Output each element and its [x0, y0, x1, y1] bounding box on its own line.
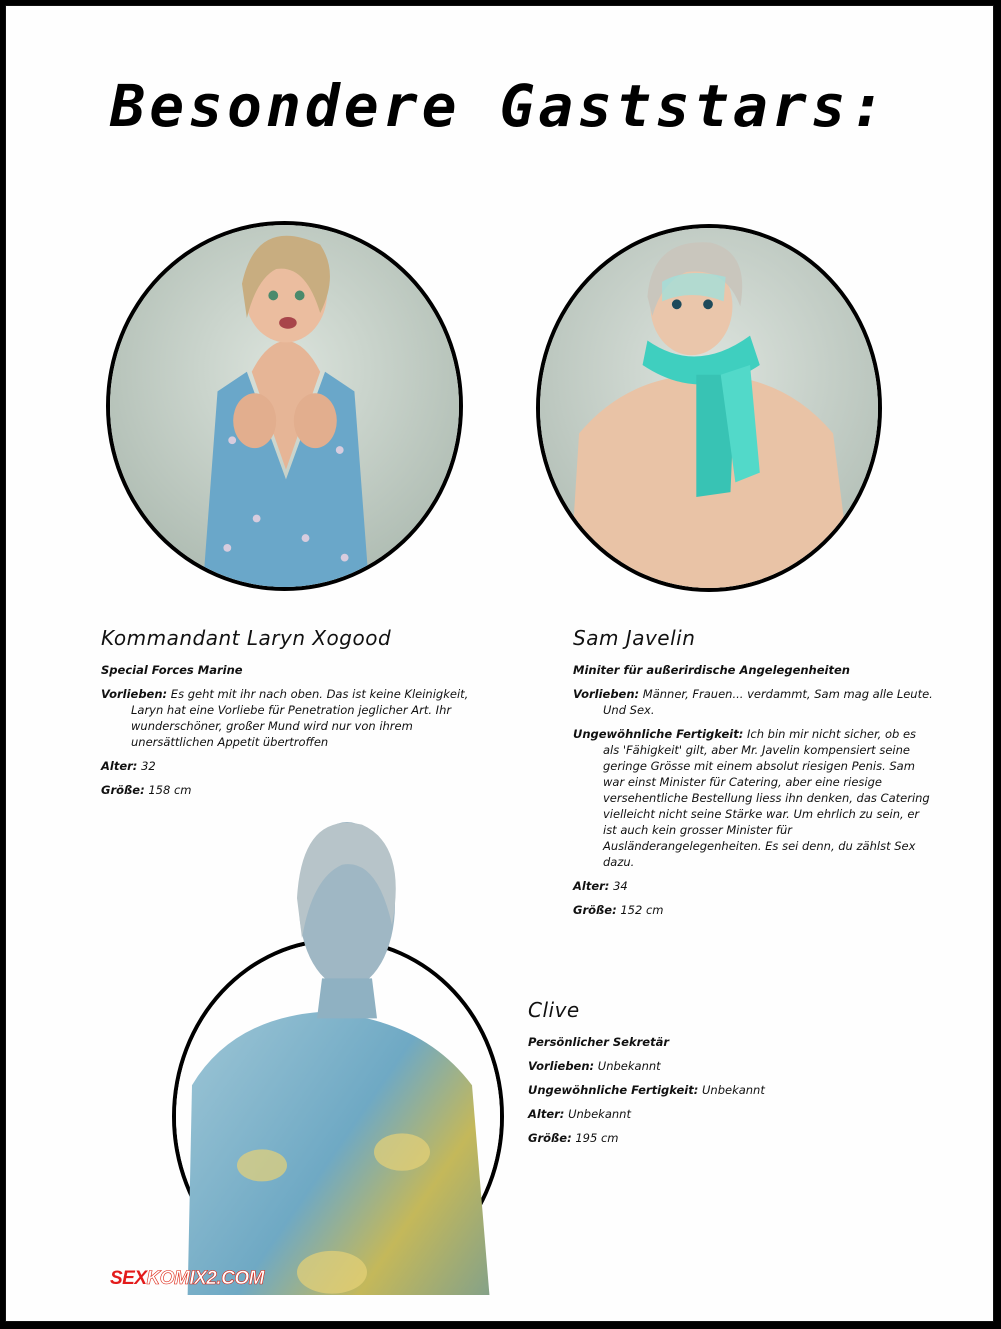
age-label: Alter:: [528, 1107, 565, 1121]
height-value: 195 cm: [575, 1131, 619, 1145]
likes-label: Vorlieben:: [101, 687, 168, 701]
age-value: 34: [613, 879, 628, 893]
skill-label: Ungewöhnliche Fertigkeit:: [573, 727, 744, 741]
page: [5, 5, 994, 1322]
watermark-logo: [110, 1268, 264, 1290]
likes-value: Männer, Frauen... verdammt, Sam mag alle Leute. Und Sex.: [603, 687, 933, 717]
character-role: Persönlicher Sekretär: [528, 1035, 670, 1049]
skill-value: Ich bin mir nicht sicher, ob es als 'Fähigkeit' gilt, aber Mr. Javelin kompensiert seine geringe Grösse mit einem absolut riesigen Penis. Sam war einst Minister für Catering, aber eine riesige versehentliche Bestellung liess ihn denken, das Catering vielleicht nicht seine Stärke war. Um ehrlich zu sein, er ist auch kein grosser Minister für Ausländerangelegenheiten. Es sei denn, du zählst Sex dazu.: [603, 727, 930, 869]
height-row: [528, 1130, 868, 1146]
likes-value: Es geht mit ihr nach oben. Das ist keine Kleinigkeit, Laryn hat eine Vorliebe für Penetration jeglicher Art. Ihr wunderschöner, großer Mund wird nur von ihrem unersättlichen Appetit übertroffen: [131, 687, 469, 749]
skill-row: [528, 1082, 868, 1098]
age-row: [528, 1106, 868, 1122]
likes-label: Vorlieben:: [528, 1059, 595, 1073]
height-value: 152 cm: [620, 903, 664, 917]
bio-sam: [573, 626, 935, 926]
page-title: Besondere Gaststars:: [110, 72, 889, 140]
character-name: Clive: [528, 998, 580, 1022]
portrait-laryn: [106, 221, 463, 591]
height-label: Größe:: [573, 903, 617, 917]
age-label: Alter:: [573, 879, 610, 893]
portrait-clive: [172, 938, 504, 1295]
likes-row: [101, 686, 491, 750]
likes-value: Unbekannt: [597, 1059, 661, 1073]
skill-value: Unbekannt: [701, 1083, 765, 1097]
height-row: [573, 902, 935, 918]
character-name: Kommandant Laryn Xogood: [101, 626, 392, 650]
skill-label: Ungewöhnliche Fertigkeit:: [528, 1083, 699, 1097]
portrait-sam: [536, 224, 882, 592]
bio-clive: [528, 998, 868, 1154]
likes-label: Vorlieben:: [573, 687, 640, 701]
skill-row: [573, 726, 935, 870]
height-row: [101, 782, 491, 798]
age-row: [101, 758, 491, 774]
age-row: [573, 878, 935, 894]
likes-row: [573, 686, 935, 718]
age-value: 32: [141, 759, 156, 773]
bio-laryn: [101, 626, 491, 806]
height-label: Größe:: [101, 783, 145, 797]
character-role: Miniter für außerirdische Angelegenheiten: [573, 663, 850, 677]
likes-row: [528, 1058, 868, 1074]
watermark-part1: SEX: [110, 1268, 147, 1289]
height-value: 158 cm: [148, 783, 192, 797]
age-value: Unbekannt: [568, 1107, 631, 1121]
height-label: Größe:: [528, 1131, 572, 1145]
age-label: Alter:: [101, 759, 138, 773]
character-name: Sam Javelin: [573, 626, 696, 650]
character-role: Special Forces Marine: [101, 663, 243, 677]
watermark-part2: KOMIX2.COM: [146, 1268, 264, 1289]
